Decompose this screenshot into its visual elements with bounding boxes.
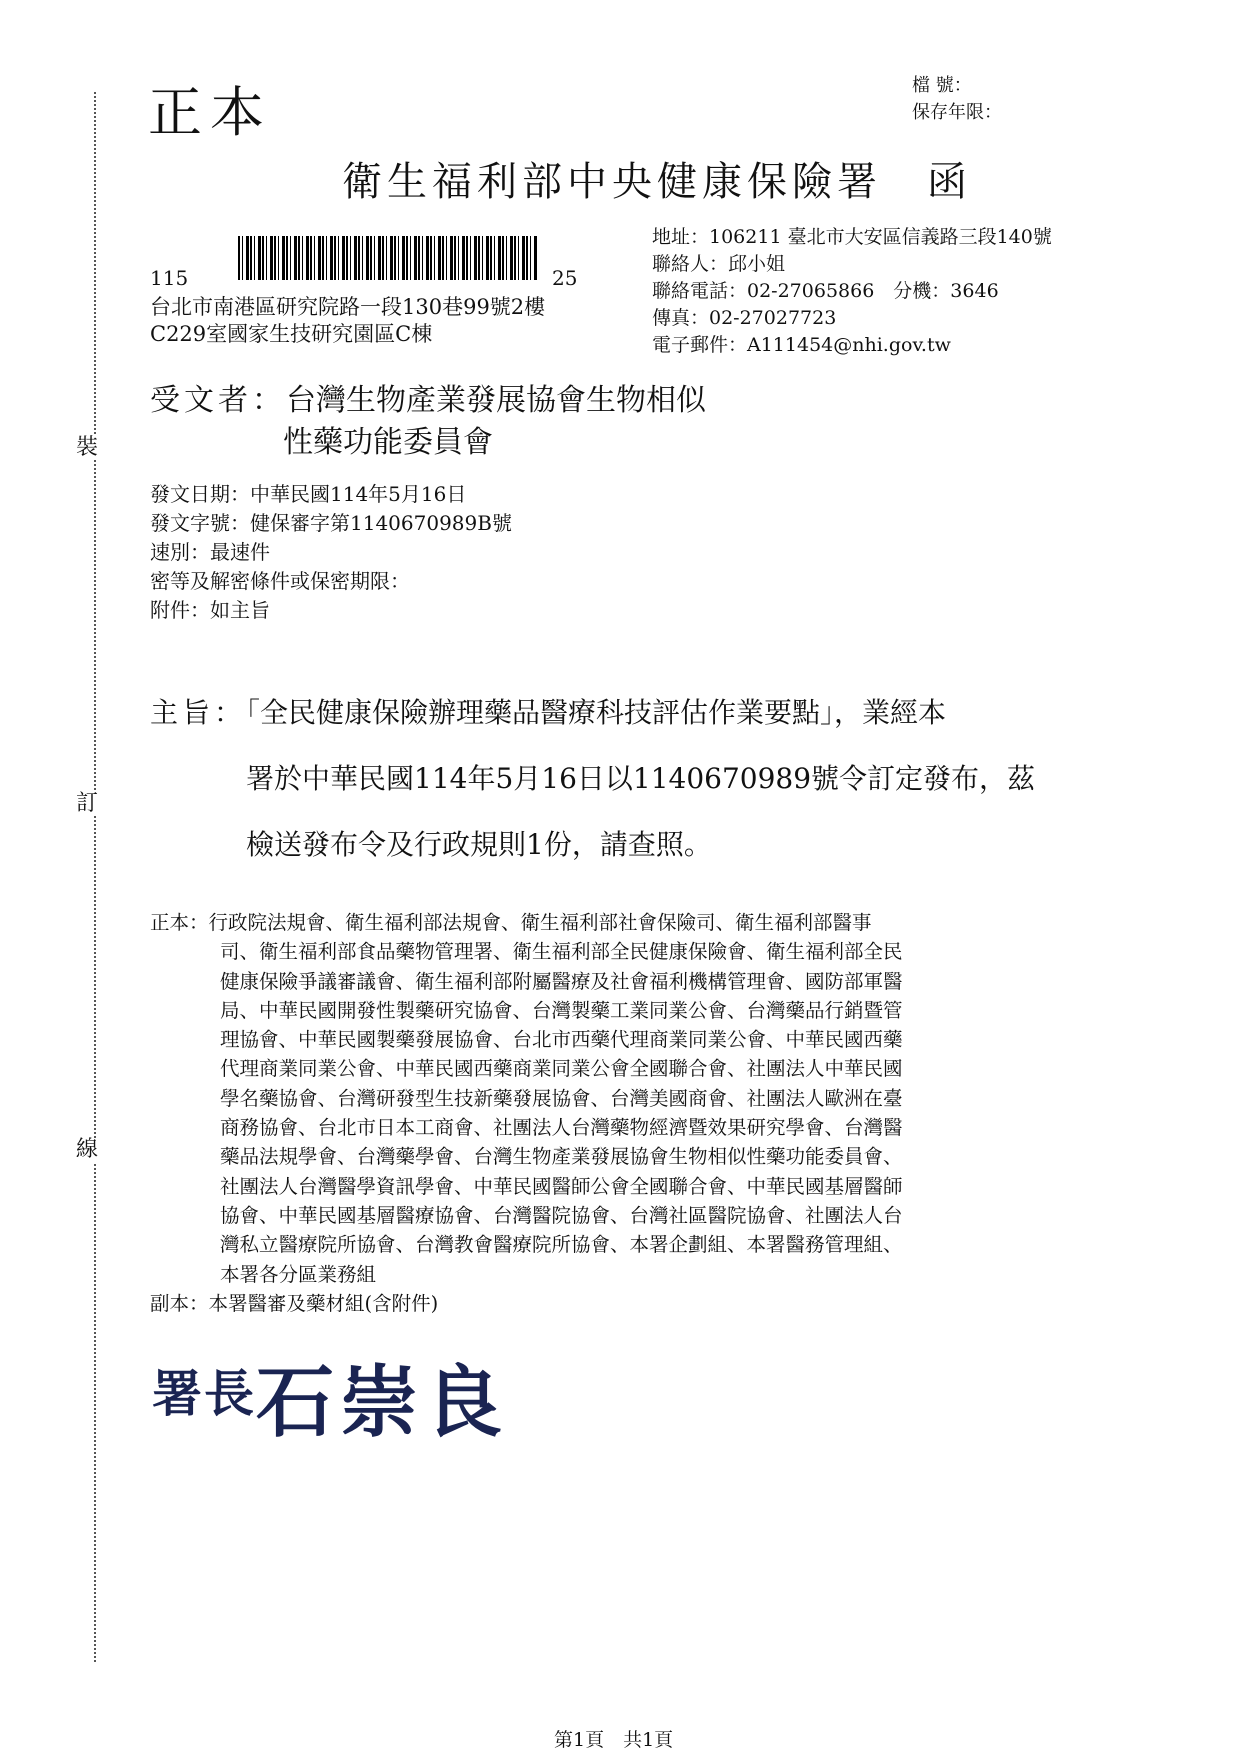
zip-code-left: 115 (150, 266, 189, 290)
copy-recipients-label: 副本： (150, 1291, 209, 1315)
issue-date: 發文日期：中華民國114年5月16日 (150, 482, 467, 506)
retention-period-label: 保存年限： (912, 102, 1002, 123)
main-recipients-label: 正本： (150, 911, 209, 934)
file-number-label: 檔 號： (912, 75, 972, 96)
director-signature (152, 1340, 508, 1452)
main-recipients-line: 行政院法規會、衛生福利部法規會、衛生福利部社會保險司、衛生福利部醫事 (208, 911, 872, 934)
delivery-speed: 速別：最速件 (150, 540, 270, 564)
document-meta (150, 480, 512, 625)
main-recipients-line: 協會、中華民國基層醫療協會、台灣醫院協會、台灣社區醫院協會、社團法人台 (220, 1203, 903, 1227)
copy-recipients: 本署醫審及藥材組(含附件) (208, 1291, 439, 1315)
main-recipients-line: 灣私立醫療院所協會、台灣教會醫療院所協會、本署企劃組、本署醫務管理組、 (220, 1233, 903, 1257)
main-recipients-line: 司、衛生福利部食品藥物管理署、衛生福利部全民健康保險會、衛生福利部全民 (220, 940, 903, 964)
signature-title: 署長 (152, 1364, 256, 1423)
document-number: 發文字號：健保審字第1140670989B號 (150, 511, 512, 535)
main-recipients-line: 藥品法規學會、台灣藥學會、台灣生物產業發展協會生物相似性藥功能委員會、 (220, 1145, 903, 1169)
subject-line-1: 「全民健康保險辦理藥品醫療科技評估作業要點」，業經本 (246, 696, 947, 729)
contact-phone: 聯絡電話：02-27065866 分機：3646 (652, 280, 999, 302)
original-copy-stamp: 正本 (148, 81, 272, 144)
main-recipients-line: 代理商業同業公會、中華民國西藥商業同業公會全國聯合會、社團法人中華民國 (220, 1057, 903, 1081)
main-recipients-line: 商務協會、台北市日本工商會、社團法人台灣藥物經濟暨效果研究學會、台灣醫 (220, 1116, 903, 1140)
document-title: 衛生福利部中央健康保險署 函 (342, 159, 972, 205)
recipient (150, 380, 706, 460)
binding-mark-xian: 線 (76, 1137, 99, 1162)
sender-address: 地址：106211 臺北市大安區信義路三段140號 (652, 226, 1052, 248)
archive-info (912, 72, 1002, 126)
binding-mark-zhuang: 裝 (76, 435, 99, 460)
secrecy-level: 密等及解密條件或保密期限： (150, 569, 410, 593)
recipient-label: 受文者： (150, 383, 286, 418)
main-recipients-line: 學名藥協會、台灣研發型生技新藥發展協會、台灣美國商會、社團法人歐洲在臺 (220, 1086, 903, 1110)
subject-label: 主旨： (150, 696, 247, 729)
binding-mark-ding: 訂 (76, 791, 99, 816)
zip-code-right: 25 (552, 266, 578, 290)
main-recipients-line: 健康保險爭議審議會、衛生福利部附屬醫療及社會福利機構管理會、國防部軍醫 (220, 969, 903, 993)
recipient-line-1: 台灣生物產業發展協會生物相似 (286, 383, 706, 418)
main-recipients-line: 社團法人台灣醫學資訊學會、中華民國醫師公會全國聯合會、中華民國基層醫師 (220, 1174, 903, 1198)
attachment: 附件：如主旨 (150, 598, 270, 622)
signature-name: 石崇良 (256, 1357, 509, 1448)
binding-line (94, 92, 96, 1662)
contact-person: 聯絡人：邱小姐 (652, 253, 786, 275)
main-recipients-line: 本署各分區業務組 (220, 1262, 377, 1286)
recipient-address: 台北市南港區研究院路一段130巷99號2樓 C229室國家生技研究園區C棟 (150, 295, 546, 346)
subject (150, 680, 1035, 878)
barcode (238, 236, 538, 280)
contact-fax: 傳真：02-27027723 (652, 307, 837, 329)
page-number: 第1頁 共1頁 (554, 1729, 674, 1751)
main-recipients-line: 理協會、中華民國製藥發展協會、台北市西藥代理商業同業公會、中華民國西藥 (220, 1028, 903, 1052)
recipient-line-2: 性藥功能委員會 (283, 425, 493, 460)
subject-line-3: 檢送發布令及行政規則1份，請查照。 (246, 828, 712, 861)
subject-line-2: 署於中華民國114年5月16日以1140670989號令訂定發布，茲 (246, 762, 1036, 795)
main-recipients-line: 局、中華民國開發性製藥研究協會、台灣製藥工業同業公會、台灣藥品行銷暨管 (220, 998, 903, 1022)
distribution-list (150, 908, 903, 1318)
contact-email: 電子郵件：A111454@nhi.gov.tw (652, 334, 951, 356)
sender-contact (652, 224, 1052, 359)
